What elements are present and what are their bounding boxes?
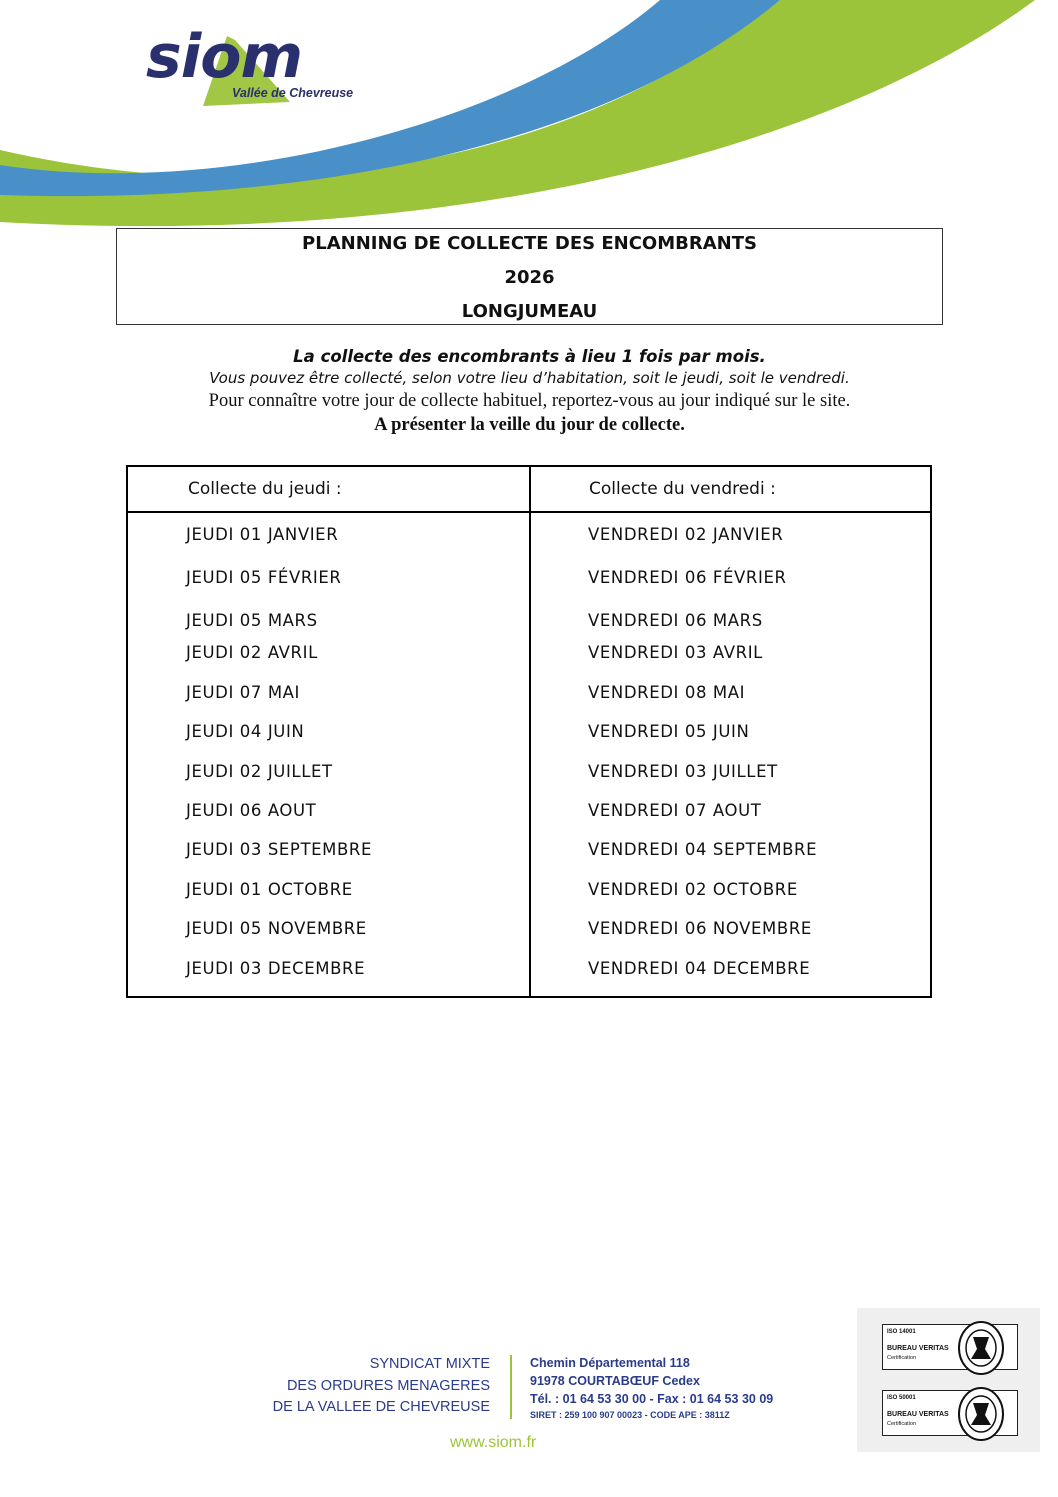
siret-line: SIRET : 259 100 907 00023 - CODE APE : 3811Z <box>530 1410 730 1420</box>
friday-date: VENDREDI 06 NOVEMBRE <box>588 919 812 938</box>
friday-date: VENDREDI 02 OCTOBRE <box>588 880 798 899</box>
schedule-table <box>126 465 932 998</box>
title-year: 2026 <box>504 267 555 288</box>
logo-subtitle: Vallée de Chevreuse <box>232 86 354 100</box>
phone-fax: Tél. : 01 64 53 30 00 - Fax : 01 64 53 30 09 <box>530 1392 774 1406</box>
friday-date: VENDREDI 04 DECEMBRE <box>588 959 811 978</box>
iso-50001-badge <box>882 1390 1018 1436</box>
footer-organization <box>250 1354 490 1419</box>
friday-date: VENDREDI 06 FÉVRIER <box>588 568 787 587</box>
cert-body: BUREAU VERITAS <box>887 1345 949 1352</box>
thursday-header: Collecte du jeudi : <box>188 479 342 499</box>
org-line: SYNDICAT MIXTE <box>369 1356 490 1372</box>
cert-label: Certification <box>887 1421 917 1427</box>
intro-line-eve: A présenter la veille du jour de collecte. <box>374 415 685 435</box>
header-divider <box>128 511 930 513</box>
thursday-date: JEUDI 02 JUILLET <box>186 762 333 781</box>
intro-line-frequency: La collecte des encombrants à lieu 1 fois par mois. <box>293 347 766 366</box>
thursday-date: JEUDI 05 NOVEMBRE <box>186 919 367 938</box>
friday-date: VENDREDI 08 MAI <box>588 683 746 702</box>
title-box <box>116 228 943 325</box>
website-link[interactable]: www.siom.fr <box>450 1434 537 1451</box>
thursday-date: JEUDI 07 MAI <box>186 683 301 702</box>
thursday-date: JEUDI 05 MARS <box>186 611 318 630</box>
intro-line-days: Vous pouvez être collecté, selon votre lieu d’habitation, soit le jeudi, soit le vendredi. <box>209 369 850 387</box>
footer-address <box>530 1354 773 1422</box>
siom-logo <box>140 22 380 118</box>
cert-standard: ISO 50001 <box>887 1395 916 1401</box>
intro-line-usual-day: Pour connaître votre jour de collecte habituel, reportez-vous au jour indiqué sur le site. <box>208 391 851 411</box>
thursday-date: JEUDI 03 SEPTEMBRE <box>186 840 373 859</box>
friday-date: VENDREDI 03 JUILLET <box>588 762 778 781</box>
bureau-veritas-seal-icon <box>955 1319 1007 1377</box>
org-line: DES ORDURES MENAGERES <box>286 1377 490 1394</box>
friday-date: VENDREDI 07 AOUT <box>588 801 762 820</box>
bureau-veritas-seal-icon <box>955 1385 1007 1443</box>
page-title: PLANNING DE COLLECTE DES ENCOMBRANTS <box>302 233 757 254</box>
logo-wordmark: siom <box>146 22 303 92</box>
thursday-date: JEUDI 01 JANVIER <box>186 525 339 544</box>
friday-date: VENDREDI 02 JANVIER <box>588 525 784 544</box>
title-city: LONGJUMEAU <box>461 301 598 322</box>
iso-14001-badge <box>882 1324 1018 1370</box>
thursday-date: JEUDI 01 OCTOBRE <box>186 880 353 899</box>
cert-label: Certification <box>887 1355 917 1361</box>
intro-text <box>116 346 943 437</box>
org-line: DE LA VALLEE DE CHEVREUSE <box>272 1399 490 1415</box>
thursday-date: JEUDI 06 AOUT <box>186 801 317 820</box>
cert-standard: ISO 14001 <box>887 1329 916 1335</box>
column-divider <box>529 467 531 996</box>
friday-date: VENDREDI 05 JUIN <box>588 722 750 741</box>
friday-date: VENDREDI 03 AVRIL <box>588 643 763 662</box>
thursday-date: JEUDI 04 JUIN <box>186 722 305 741</box>
thursday-date: JEUDI 02 AVRIL <box>186 643 318 662</box>
thursday-date: JEUDI 05 FÉVRIER <box>186 568 342 587</box>
friday-header: Collecte du vendredi : <box>589 479 776 499</box>
address-line: Chemin Départemental 118 <box>530 1356 690 1370</box>
footer-separator <box>510 1355 512 1419</box>
friday-date: VENDREDI 04 SEPTEMBRE <box>588 840 818 859</box>
address-line: 91978 COURTABŒUF Cedex <box>530 1374 700 1388</box>
certification-panel <box>857 1308 1040 1452</box>
thursday-date: JEUDI 03 DECEMBRE <box>186 959 366 978</box>
friday-date: VENDREDI 06 MARS <box>588 611 763 630</box>
cert-body: BUREAU VERITAS <box>887 1411 949 1418</box>
